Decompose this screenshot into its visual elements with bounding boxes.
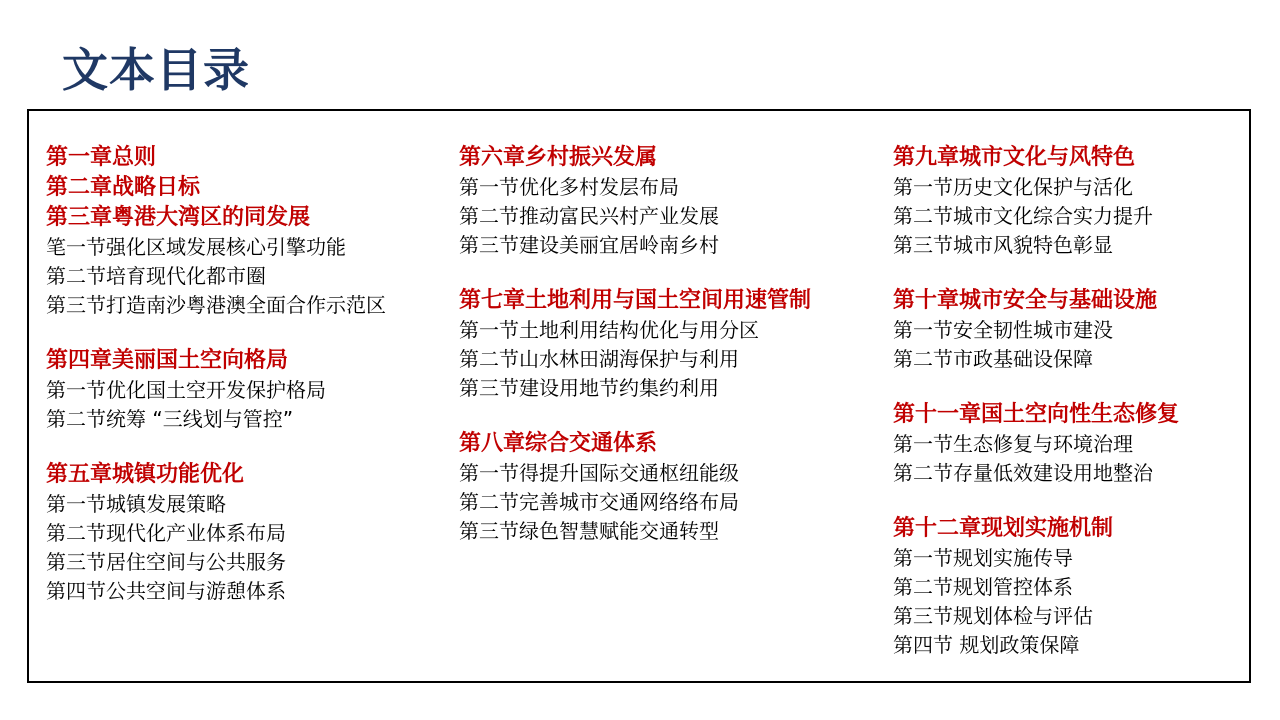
section-item: 第三节建设美丽宜居岭南乡村 bbox=[459, 233, 719, 257]
section-item: 第三节建设用地节约集约利用 bbox=[459, 376, 719, 400]
chapter-title: 第十一章国土空向性生态修复 bbox=[893, 402, 1180, 427]
section-item: 第二节培育现代化都市圈 bbox=[46, 264, 266, 288]
section-item: 第二节现代化产业体系布局 bbox=[46, 521, 286, 545]
chapter-block bbox=[459, 286, 811, 403]
chapter-block bbox=[46, 143, 386, 173]
chapter-title: 第七章土地利用与国土空间用速管制 bbox=[459, 288, 812, 313]
section-item: 第一节城镇发展策略 bbox=[46, 492, 226, 516]
section-item: 第一节安全韧性城市建没 bbox=[893, 318, 1113, 342]
section-item: 第一节生态修复与环境治理 bbox=[893, 432, 1133, 456]
section-item: 第四节 规划政策保障 bbox=[893, 633, 1080, 657]
section-item: 第二节城市文化综合实力提升 bbox=[893, 204, 1153, 228]
section-item: 第一节土地利用结构优化与用分区 bbox=[459, 318, 759, 342]
section-item: 第一节历史文化保护与活化 bbox=[893, 175, 1133, 199]
chapter-title: 第十二章现划实施机制 bbox=[893, 516, 1114, 541]
section-item: 第三节规划体检与评估 bbox=[893, 604, 1093, 628]
chapter-block bbox=[46, 346, 386, 434]
chapter-title: 第三章粤港大湾区的同发展 bbox=[46, 205, 311, 230]
section-item: 第三节居住空间与公共服务 bbox=[46, 550, 286, 574]
chapter-block bbox=[893, 143, 1179, 260]
chapter-block bbox=[893, 400, 1179, 488]
section-item: 第二节山水林田湖海保护与利用 bbox=[459, 347, 739, 371]
chapter-block bbox=[459, 143, 811, 260]
section-item: 第二节市政基础设保障 bbox=[893, 347, 1093, 371]
section-item: 第二节完善城市交通网络络布局 bbox=[459, 490, 739, 514]
section-item: 第二节规划管控体系 bbox=[893, 575, 1073, 599]
chapter-title: 第二章战略日标 bbox=[46, 175, 201, 200]
chapter-block bbox=[893, 514, 1179, 660]
chapter-block bbox=[46, 460, 386, 606]
toc-column-2 bbox=[459, 143, 811, 572]
chapter-block bbox=[46, 203, 386, 320]
section-item: 第三节城市风貌特色彰显 bbox=[893, 233, 1113, 257]
section-item: 第一节规划实施传导 bbox=[893, 546, 1073, 570]
section-item: 第三节打造南沙粤港澳全面合作示范区 bbox=[46, 293, 386, 317]
chapter-title: 第四章美丽国土空向格局 bbox=[46, 348, 289, 373]
section-item: 第二节推动富民兴村产业发展 bbox=[459, 204, 719, 228]
chapter-block bbox=[893, 286, 1179, 374]
chapter-block bbox=[459, 429, 811, 546]
chapter-title: 第十章城市安全与基础设施 bbox=[893, 288, 1158, 313]
chapter-title: 第六章乡村振兴发属 bbox=[459, 145, 658, 170]
section-item: 第二节统筹 “三线划与管控” bbox=[46, 407, 294, 431]
section-item: 第一节优化多村发层布局 bbox=[459, 175, 679, 199]
toc-column-1 bbox=[46, 143, 386, 632]
chapter-title: 第一章总则 bbox=[46, 145, 157, 170]
section-item: 第二节存量低效建设用地整治 bbox=[893, 461, 1153, 485]
section-item: 第四节公共空间与游憩体系 bbox=[46, 579, 286, 603]
chapter-title: 第五章城镇功能优化 bbox=[46, 462, 245, 487]
page-title: 文本目录 bbox=[62, 43, 250, 97]
chapter-title: 第八章综合交通体系 bbox=[459, 431, 658, 456]
section-item: 笔一节强化区域发展核心引擎功能 bbox=[46, 235, 346, 259]
chapter-block bbox=[46, 173, 386, 203]
chapter-title: 第九章城市文化与风特色 bbox=[893, 145, 1136, 170]
section-item: 第三节绿色智慧赋能交通转型 bbox=[459, 519, 719, 543]
section-item: 第一节优化国土空开发保护格局 bbox=[46, 378, 326, 402]
toc-column-3 bbox=[893, 143, 1179, 660]
section-item: 第一节得提升国际交通枢纽能级 bbox=[459, 461, 739, 485]
